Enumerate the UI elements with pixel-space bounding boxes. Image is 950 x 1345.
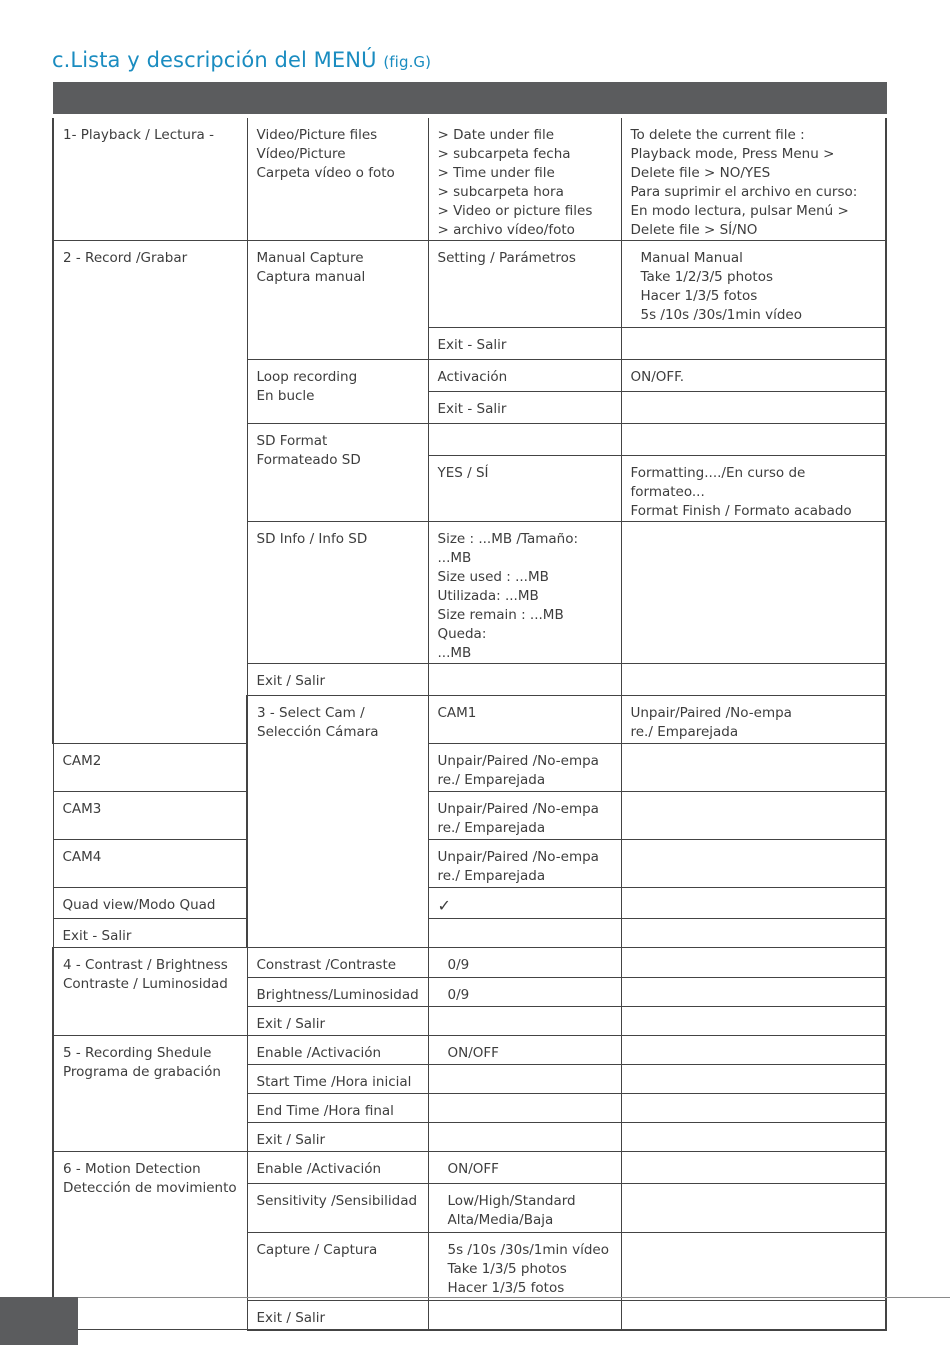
- item-cell: [247, 360, 428, 424]
- description-label: [631, 840, 880, 848]
- option-label: [438, 424, 615, 432]
- option-label: Size : ...MB /Tamaño: ...MB Size used : ...MB Utilizada: ...MB Size remain : ...MB Queda: ...MB: [437, 531, 579, 661]
- description-label: [631, 1152, 880, 1160]
- description-cell: [621, 328, 886, 360]
- option-cell: [621, 696, 886, 744]
- option-cell: [428, 392, 621, 424]
- description-cell: [621, 522, 886, 664]
- option-cell: [428, 328, 621, 360]
- description-label: [631, 948, 880, 956]
- item-label: Exit / Salir: [256, 1016, 326, 1032]
- option-label: ON/OFF: [447, 1161, 499, 1177]
- option-label: Unpair/Paired /No-empa re./ Emparejada: [437, 849, 599, 884]
- item-cell: [247, 116, 428, 241]
- description-label: [631, 1233, 880, 1241]
- item-cell: [247, 1094, 428, 1123]
- menu-cell: [53, 1036, 247, 1152]
- description-label: [631, 1123, 880, 1131]
- header-cell-option: [428, 83, 621, 117]
- description-cell: [621, 744, 886, 792]
- description-label: [631, 424, 880, 432]
- option-cell: [428, 792, 621, 840]
- option-label: Unpair/Paired /No-empa re./ Emparejada: [630, 705, 792, 740]
- item-label: CAM3: [62, 801, 102, 817]
- item-label: Manual Capture Captura manual: [256, 250, 366, 285]
- description-label: [631, 1065, 880, 1073]
- page-title: [52, 48, 431, 72]
- item-cell: [247, 1184, 428, 1233]
- description-cell: [621, 948, 886, 978]
- option-cell: [428, 1233, 621, 1301]
- option-label: 0/9: [447, 957, 470, 973]
- description-label: [631, 919, 880, 927]
- option-cell: [428, 241, 621, 328]
- item-label: Loop recording En bucle: [256, 369, 358, 404]
- description-label: [631, 664, 880, 672]
- option-cell: [428, 456, 621, 522]
- description-cell: [621, 1065, 886, 1094]
- description-cell: [621, 840, 886, 888]
- description-label: To delete the current file : Playback mode, Press Menu > Delete file > NO/YES Para suprimir el archivo en curso: En modo lectura, pulsar Menú > Delete file > SÍ/NO: [630, 127, 858, 238]
- item-cell: [247, 1233, 428, 1301]
- option-label: Unpair/Paired /No-empa re./ Emparejada: [437, 753, 599, 788]
- header-cell-menu: [53, 83, 247, 117]
- item-cell: [53, 888, 247, 919]
- description-cell: [621, 456, 886, 522]
- menu-cell: [53, 1152, 247, 1330]
- description-cell: [621, 1184, 886, 1233]
- item-cell: [247, 522, 428, 664]
- table-header-row: [53, 83, 886, 117]
- option-label: Exit - Salir: [437, 337, 507, 353]
- menu-cell: [247, 696, 428, 948]
- item-label: CAM2: [62, 753, 102, 769]
- item-label: SD Format Formateado SD: [256, 433, 361, 468]
- option-cell: [428, 116, 621, 241]
- description-cell: [621, 664, 886, 696]
- description-cell: [621, 241, 886, 328]
- description-cell: [621, 1301, 886, 1330]
- description-label: [631, 522, 880, 530]
- description-label: ON/OFF.: [630, 369, 685, 385]
- item-label: SD Info / Info SD: [256, 531, 368, 547]
- description-cell: [621, 1007, 886, 1036]
- option-label: 0/9: [447, 987, 470, 1003]
- description-cell: [621, 392, 886, 424]
- description-cell: [621, 1233, 886, 1301]
- description-label: [631, 1036, 880, 1044]
- menu-cell: [53, 948, 247, 1036]
- option-label: [438, 1301, 615, 1309]
- item-label: Enable /Activación: [256, 1161, 382, 1177]
- option-cell: [428, 664, 621, 696]
- option-cell: [428, 1184, 621, 1233]
- item-cell: [428, 696, 621, 744]
- description-cell: [621, 978, 886, 1007]
- description-label: [631, 888, 880, 896]
- item-cell: [247, 1036, 428, 1065]
- item-label: Exit - Salir: [62, 928, 132, 944]
- item-cell: [247, 241, 428, 360]
- option-label: [438, 664, 615, 672]
- menu-label: 4 - Contrast / Brightness Contraste / Luminosidad: [63, 957, 228, 992]
- menu-table: [52, 82, 887, 1331]
- item-cell: [247, 1123, 428, 1152]
- table-row: [53, 1152, 886, 1184]
- option-label: Low/High/Standard Alta/Media/Baja: [447, 1193, 576, 1228]
- option-label: [438, 1065, 615, 1073]
- table-row: [53, 840, 886, 888]
- option-label: [438, 919, 615, 927]
- menu-label: 5 - Recording Shedule Programa de grabación: [63, 1045, 221, 1080]
- menu-cell: [53, 241, 247, 744]
- menu-label: 6 - Motion Detection Detección de movimiento: [63, 1161, 237, 1196]
- item-label: Exit / Salir: [256, 1310, 326, 1326]
- option-cell: [428, 888, 621, 919]
- description-cell: [621, 792, 886, 840]
- description-label: Formatting..../En curso de formateo... Format Finish / Formato acabado: [630, 465, 852, 519]
- option-cell: [428, 1036, 621, 1065]
- description-label: [631, 392, 880, 400]
- item-cell: [247, 1007, 428, 1036]
- header-cell-item: [247, 83, 428, 117]
- option-label: Activación: [437, 369, 508, 385]
- menu-label: 3 - Select Cam / Selección Cámara: [257, 705, 379, 740]
- item-label: Exit / Salir: [256, 1132, 326, 1148]
- table-row: [53, 116, 886, 241]
- description-cell: [621, 424, 886, 456]
- footer-divider: [78, 1297, 950, 1298]
- description-cell: [621, 116, 886, 241]
- menu-label: 2 - Record /Grabar: [63, 250, 188, 266]
- option-cell: [428, 1301, 621, 1330]
- description-cell: [621, 888, 886, 919]
- item-label: Start Time /Hora inicial: [256, 1074, 412, 1090]
- item-cell: [247, 978, 428, 1007]
- description-label: [631, 1301, 880, 1309]
- option-cell: [428, 1123, 621, 1152]
- option-label: YES / SÍ: [437, 465, 489, 481]
- description-cell: [621, 919, 886, 948]
- item-cell: [247, 424, 428, 522]
- item-cell: [53, 744, 247, 792]
- description-label: [631, 1094, 880, 1102]
- option-cell: [428, 424, 621, 456]
- item-label: Quad view/Modo Quad: [62, 897, 216, 913]
- item-cell: [247, 1065, 428, 1094]
- item-cell: [53, 919, 247, 948]
- option-cell: [428, 948, 621, 978]
- item-label: Sensitivity /Sensibilidad: [256, 1193, 418, 1209]
- page-number-tab: [0, 1297, 78, 1345]
- option-label: Setting / Parámetros: [437, 250, 576, 266]
- description-cell: [621, 1094, 886, 1123]
- table-row: [53, 241, 886, 328]
- item-label: Enable /Activación: [256, 1045, 382, 1061]
- menu-label: 1- Playback / Lectura -: [63, 127, 214, 143]
- checkmark-icon: ✓: [437, 896, 451, 915]
- item-label: Exit / Salir: [256, 673, 326, 689]
- option-label: Exit - Salir: [437, 401, 507, 417]
- option-label: [438, 1007, 615, 1015]
- figure-reference: (fig.G): [383, 53, 432, 71]
- description-label: [631, 792, 880, 800]
- option-cell: [428, 1152, 621, 1184]
- table-row: [53, 744, 886, 792]
- item-label: End Time /Hora final: [256, 1103, 394, 1119]
- item-cell: [247, 948, 428, 978]
- item-label: Capture / Captura: [256, 1242, 378, 1258]
- option-label: ON/OFF: [447, 1045, 499, 1061]
- item-cell: [247, 1301, 428, 1330]
- description-label: [631, 1184, 880, 1192]
- option-cell: [428, 522, 621, 664]
- option-label: 5s /10s /30s/1min vídeo Take 1/3/5 photos Hacer 1/3/5 fotos: [447, 1242, 609, 1296]
- option-cell: [428, 1007, 621, 1036]
- item-label: Constrast /Contraste: [256, 957, 397, 973]
- item-cell: [247, 1152, 428, 1184]
- table-row: [53, 948, 886, 978]
- option-label: Unpair/Paired /No-empa re./ Emparejada: [437, 801, 599, 836]
- option-cell: [428, 1094, 621, 1123]
- description-label: [631, 1007, 880, 1015]
- table-row: [53, 792, 886, 840]
- option-cell: [428, 744, 621, 792]
- menu-cell: [53, 116, 247, 241]
- item-label: CAM1: [437, 705, 477, 721]
- item-label: CAM4: [62, 849, 102, 865]
- table-row: [53, 919, 886, 948]
- option-cell: [428, 840, 621, 888]
- description-label: Manual Manual Take 1/2/3/5 photos Hacer 1/3/5 fotos 5s /10s /30s/1min vídeo: [640, 250, 802, 323]
- description-label: [631, 744, 880, 752]
- item-cell: [53, 792, 247, 840]
- title-text: c.Lista y descripción del MENÚ: [52, 48, 377, 72]
- description-cell: [621, 1152, 886, 1184]
- option-cell: [428, 1065, 621, 1094]
- description-cell: [621, 1036, 886, 1065]
- description-label: [631, 328, 880, 336]
- table-row: [53, 1036, 886, 1065]
- option-cell: [428, 978, 621, 1007]
- item-cell: [247, 664, 428, 696]
- item-label: Brightness/Luminosidad: [256, 987, 419, 1003]
- description-cell: [621, 360, 886, 392]
- table-row: [53, 888, 886, 919]
- description-cell: [621, 1123, 886, 1152]
- option-cell: [428, 919, 621, 948]
- item-label: Video/Picture files Vídeo/Picture Carpeta vídeo o foto: [256, 127, 395, 181]
- option-cell: [428, 360, 621, 392]
- item-cell: [53, 840, 247, 888]
- header-cell-description: [621, 83, 886, 117]
- description-label: [631, 978, 880, 986]
- option-label: [438, 1094, 615, 1102]
- option-label: > Date under file > subcarpeta fecha > Time under file > subcarpeta hora > Video or picture files > archivo vídeo/foto: [437, 127, 593, 238]
- option-label: [438, 1123, 615, 1131]
